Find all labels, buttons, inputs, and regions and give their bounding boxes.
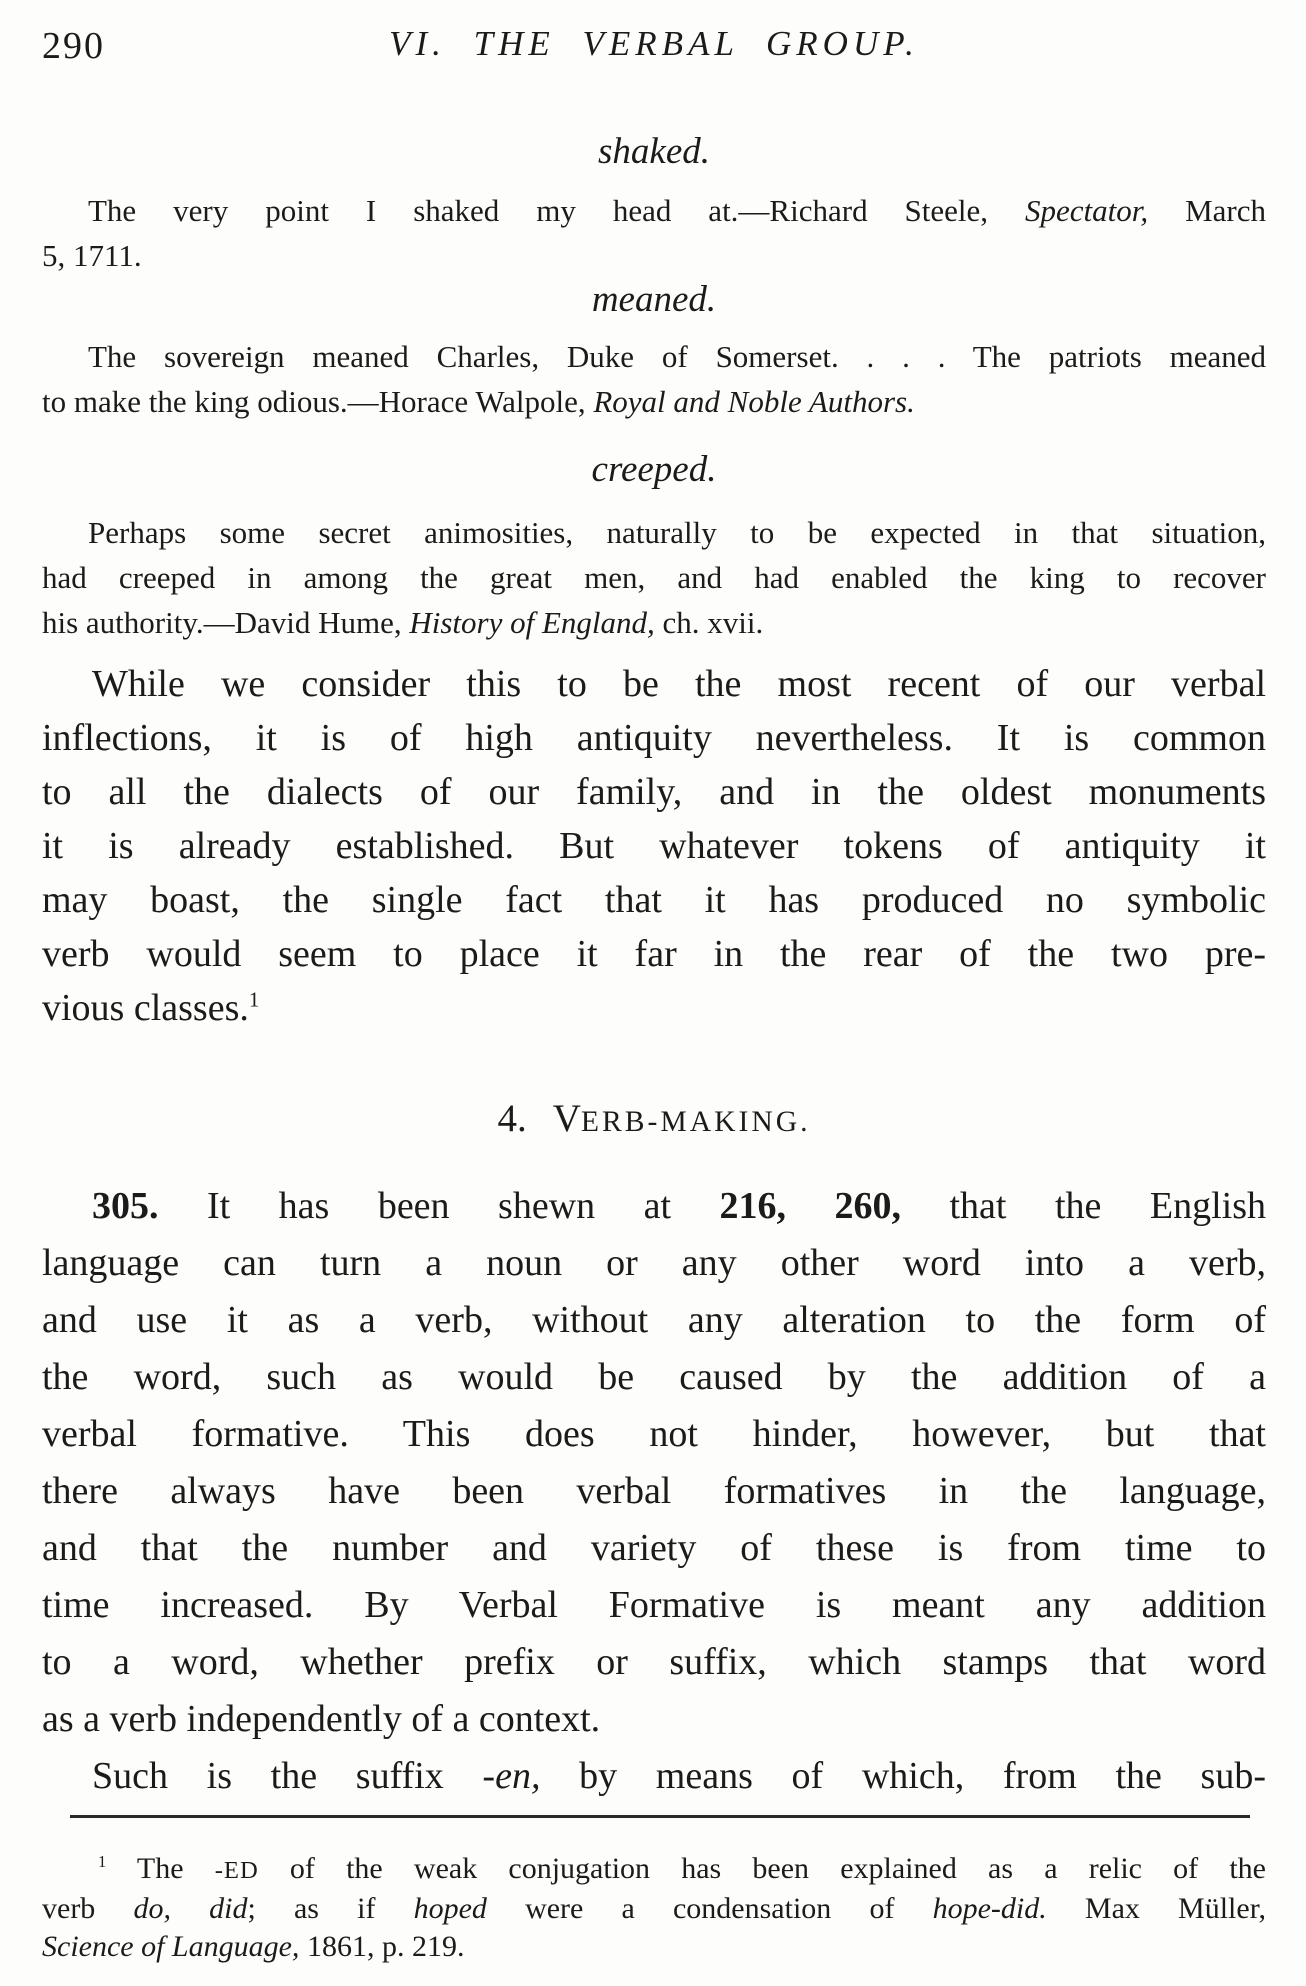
quote-line [42, 379, 1266, 424]
footnote-italic: hope-did. [932, 1892, 1047, 1925]
page-number: 290 [42, 25, 105, 67]
quote-text: his authority.—David Hume, [42, 605, 410, 640]
footnote-text: 1861, p. 219. [299, 1930, 465, 1963]
body-line: it is already established. But whatever tokens of antiquity it [42, 825, 1266, 867]
footnote-text: ; as if [247, 1892, 414, 1925]
word-form-heading-meaned: meaned. [591, 279, 717, 320]
footnote-text: were a condensation of [486, 1892, 933, 1925]
section-heading-verb-making [42, 1095, 1266, 1146]
quote-text: ch. xvii. [654, 605, 764, 640]
body-text: that the English [901, 1185, 1266, 1227]
section-title-smallcaps: ERB-MAKING. [580, 1106, 811, 1138]
body-line: verb would seem to place it far in the rear of the two pre- [42, 933, 1266, 975]
quote-line [42, 510, 1266, 555]
quote-line [42, 233, 1266, 278]
body-line: and that the number and variety of these is from time to [42, 1527, 1266, 1569]
body-paragraph-suffix-en [42, 1748, 1266, 1805]
quote-line [42, 600, 1266, 645]
footnote-italic: hoped [413, 1892, 487, 1925]
section-title-initial: V [552, 1097, 581, 1140]
body-line: to all the dialects of our family, and in the oldest monuments [42, 771, 1266, 813]
body-line: and use it as a verb, without any alteration to the form of [42, 1299, 1266, 1341]
body-line: to a word, whether prefix or suffix, which stamps that word [42, 1641, 1266, 1683]
cross-reference: 216, 260, [719, 1185, 902, 1227]
footnote [42, 1850, 1266, 1966]
footnote-text: of the weak conjugation has been explained as a relic of the [258, 1852, 1267, 1885]
footnote-line [42, 1890, 1266, 1928]
footnote-reference: 1 [248, 987, 260, 1012]
footnote-text: verb [42, 1892, 134, 1925]
suffix-en: -en, [482, 1755, 541, 1797]
body-line [42, 1748, 1266, 1805]
quote-line [42, 555, 1266, 600]
body-paragraph-305 [42, 1178, 1266, 1748]
quote-text: The sovereign meaned Charles, Duke of Somerset. . . . The patriots meaned [88, 339, 1266, 374]
body-line: the word, such as would be caused by the addition of a [42, 1356, 1266, 1398]
body-line: there always have been verbal formatives in the language, [42, 1470, 1266, 1512]
section-number: 4. [497, 1097, 527, 1140]
body-line: While we consider this to be the most recent of our verbal [92, 663, 1266, 705]
footnote-line [42, 1850, 1266, 1890]
work-title: History of England, [409, 605, 655, 640]
body-text: vious classes. [42, 987, 249, 1029]
work-title: Science of Language, [42, 1930, 300, 1963]
footnote-text: The [106, 1852, 215, 1885]
quote-creeped [42, 510, 1266, 645]
body-line: time increased. By Verbal Formative is meant any addition [42, 1584, 1266, 1626]
body-line: may boast, the single fact that it has produced no symbolic [42, 879, 1266, 921]
body-line: verbal formative. This does not hinder, however, but that [42, 1413, 1266, 1455]
quote-line [42, 334, 1266, 379]
quote-line [42, 188, 1266, 233]
footnote-italic: do, did [133, 1892, 248, 1925]
word-form-heading-shaked: shaked. [598, 131, 710, 172]
paragraph-number: 305. [92, 1185, 159, 1227]
word-form-heading-creeped: creeped. [591, 449, 717, 490]
body-line [42, 981, 1266, 1035]
suffix-ed-smallcaps: -ED [214, 1857, 259, 1884]
body-line: inflections, it is of high antiquity nevertheless. It is common [42, 717, 1266, 759]
footnote-line [42, 1928, 1266, 1966]
body-text: It has been shewn at [158, 1185, 720, 1227]
body-line: as a verb independently of a context. [42, 1698, 601, 1740]
footnote-text: Max Müller, [1046, 1892, 1266, 1925]
running-title: VI. THE VERBAL GROUP. [389, 24, 919, 63]
body-line [42, 1178, 1266, 1235]
footnote-marker: 1 [98, 1852, 107, 1871]
quote-text: Perhaps some secret animosities, naturally to be expected in that situation, [88, 515, 1266, 550]
quote-text: March [1148, 193, 1266, 228]
quote-text: to make the king odious.—Horace Walpole, [42, 384, 594, 419]
body-text: by means of which, from the sub- [540, 1755, 1266, 1797]
work-title: Spectator, [1025, 193, 1149, 228]
body-paragraph-antiquity [42, 657, 1266, 1035]
quote-text: had creeped in among the great men, and had enabled the king to recover [42, 560, 1266, 595]
body-line: language can turn a noun or any other word into a verb, [42, 1242, 1266, 1284]
running-header [42, 20, 1266, 68]
quote-shaked [42, 188, 1266, 278]
work-title: Royal and Noble Authors. [593, 384, 915, 419]
body-text: Such is the suffix [92, 1755, 483, 1797]
quote-text: 5, 1711. [42, 238, 142, 273]
quote-meaned [42, 334, 1266, 424]
footnote-divider [70, 1815, 1250, 1818]
quote-text: The very point I shaked my head at.—Richard Steele, [88, 193, 1025, 228]
